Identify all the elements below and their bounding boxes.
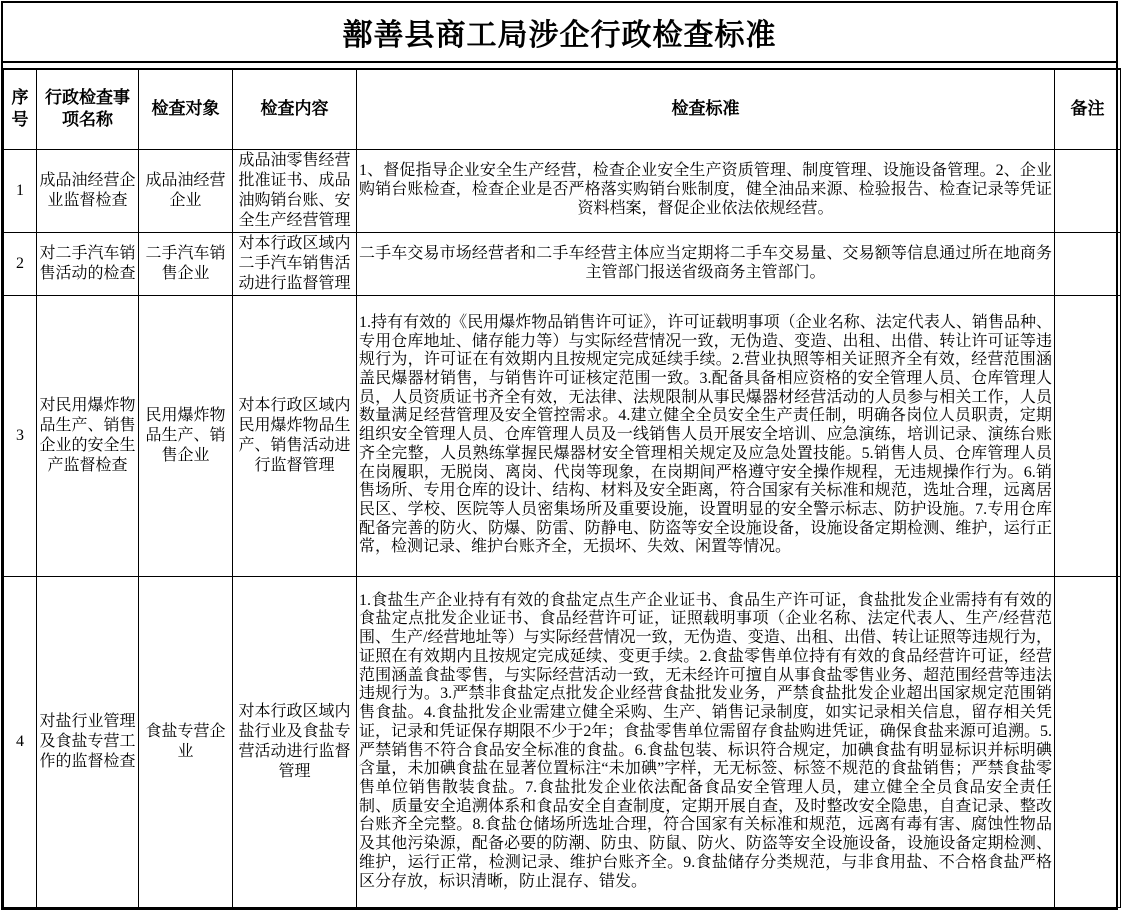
cell-remarks <box>1055 576 1121 907</box>
cell-inspection-item-name: 对盐行业管理及食盐专营工作的监督检查 <box>37 576 139 907</box>
cell-remarks <box>1055 232 1121 295</box>
cell-inspection-item-name: 对二手汽车销售活动的检查 <box>37 232 139 295</box>
cell-remarks <box>1055 149 1121 232</box>
table-row <box>4 232 1121 295</box>
table-row <box>4 149 1121 232</box>
cell-inspection-item-name: 成品油经营企业监督检查 <box>37 149 139 232</box>
cell-inspection-content: 对本行政区域内二手汽车销售活动进行监督管理 <box>233 232 357 295</box>
cell-inspection-target: 成品油经营企业 <box>139 149 233 232</box>
page-title: 鄯善县商工局涉企行政检查标准 <box>3 3 1116 63</box>
cell-inspection-standard: 1.持有有效的《民用爆炸物品销售许可证》，许可证载明事项（企业名称、法定代表人、销售品种、专用仓库地址、储存能力等）与实际经营情况一致，无伪造、变造、出租、出借、转让许可证等违规行为，许可证在有效期内且按规定完成延续手续。2.营业执照等相关证照齐全有效，经营范围涵盖民爆器材销售，与销售许可证核定范围一致。3.配备具备相应资格的安全管理人员、仓库管理人员，人员资质证书齐全有效，无法律、法规限制从事民爆器材经营活动的人员参与相关工作，人员数量满足经营管理及安全管控需求。4.建立健全全员安全生产责任制，明确各岗位人员职责，定期组织安全管理人员、仓库管理人员及一线销售人员开展安全培训、应急演练，培训记录、演练台账齐全完整，人员熟练掌握民爆器材安全管理相关规定及应急处置技能。5.销售人员、仓库管理人员在岗履职，无脱岗、离岗、代岗等现象，在岗期间严格遵守安全操作规程，无违规操作行为。6.销售场所、专用仓库的设计、结构、材料及安全距离，符合国家有关标准和规范，选址合理，远离居民区、学校、医院等人员密集场所及重要设施，设置明显的安全警示标志、防护设施。7.专用仓库配备完善的防火、防爆、防雷、防静电、防盗等安全设施设备，设施设备定期检测、维护，运行正常，检测记录、维护台账齐全，无损坏、失效、闲置等情况。 <box>357 295 1055 576</box>
cell-inspection-target: 食盐专营企业 <box>139 576 233 907</box>
header-inspection-item-name: 行政检查事项名称 <box>37 69 139 149</box>
document-sheet <box>1 1 1118 910</box>
inspection-standards-table <box>3 68 1121 908</box>
header-serial-number: 序号 <box>4 69 37 149</box>
cell-inspection-standard: 1、督促指导企业安全生产经营，检查企业安全生产资质管理、制度管理、设施设备管理。2、企业购销台账检查，检查企业是否严格落实购销台账制度，健全油品来源、检验报告、检查记录等凭证资料档案，督促企业依法依规经营。 <box>357 149 1055 232</box>
header-inspection-target: 检查对象 <box>139 69 233 149</box>
header-remarks: 备注 <box>1055 69 1121 149</box>
cell-inspection-content: 成品油零售经营批准证书、成品油购销台账、安全生产经营管理 <box>233 149 357 232</box>
cell-serial-number: 3 <box>4 295 37 576</box>
cell-inspection-content: 对本行政区域内盐行业及食盐专营活动进行监督管理 <box>233 576 357 907</box>
table-header-row <box>4 69 1121 149</box>
cell-serial-number: 2 <box>4 232 37 295</box>
cell-inspection-item-name: 对民用爆炸物品生产、销售企业的安全生产监督检查 <box>37 295 139 576</box>
cell-inspection-standard: 1.食盐生产企业持有有效的食盐定点生产企业证书、食品生产许可证，食盐批发企业需持有有效的食盐定点批发企业证书、食品经营许可证，证照载明事项（企业名称、法定代表人、生产/经营范围、生产/经营地址等）与实际经营情况一致，无伪造、变造、出租、出借、转让证照等违规行为，证照在有效期内且按规定完成延续、变更手续。2.食盐零售单位持有有效的食品经营许可证，经营范围涵盖食盐零售，与实际经营活动一致，无未经许可擅自从事食盐零售业务、超范围经营等违法违规行为。3.严禁非食盐定点批发企业经营食盐批发业务，严禁食盐批发企业超出国家规定范围销售食盐。4.食盐批发企业需建立健全采购、生产、销售记录制度，如实记录相关信息，留存相关凭证，记录和凭证保存期限不少于2年；食盐零售单位需留存食盐购进凭证，确保食盐来源可追溯。5.严禁销售不符合食品安全标准的食盐。6.食盐包装、标识符合规定，加碘食盐有明显标识并标明碘含量，未加碘食盐在显著位置标注“未加碘”字样，无无标签、标签不规范的食盐销售；严禁食盐零售单位销售散装食盐。7.食盐批发企业依法配备食品安全管理人员，建立健全全员食品安全责任制、质量安全追溯体系和食品安全自查制度，定期开展自查，及时整改安全隐患，自查记录、整改台账齐全完整。8.食盐仓储场所选址合理，符合国家有关标准和规范，远离有毒有害、腐蚀性物品及其他污染源，配备必要的防潮、防虫、防鼠、防火、防盗等安全设施设备，设施设备定期检测、维护，运行正常，检测记录、维护台账齐全。9.食盐储存分类规范，与非食用盐、不合格食盐严格区分存放，标识清晰，防止混存、错发。 <box>357 576 1055 907</box>
header-inspection-content: 检查内容 <box>233 69 357 149</box>
header-inspection-standard: 检查标准 <box>357 69 1055 149</box>
cell-inspection-standard: 二手车交易市场经营者和二手车经营主体应当定期将二手车交易量、交易额等信息通过所在地商务主管部门报送省级商务主管部门。 <box>357 232 1055 295</box>
table-row <box>4 576 1121 907</box>
table-row <box>4 295 1121 576</box>
cell-serial-number: 1 <box>4 149 37 232</box>
cell-serial-number: 4 <box>4 576 37 907</box>
cell-remarks <box>1055 295 1121 576</box>
cell-inspection-content: 对本行政区域内民用爆炸物品生产、销售活动进行监督管理 <box>233 295 357 576</box>
cell-inspection-target: 民用爆炸物品生产、销售企业 <box>139 295 233 576</box>
cell-inspection-target: 二手汽车销售企业 <box>139 232 233 295</box>
